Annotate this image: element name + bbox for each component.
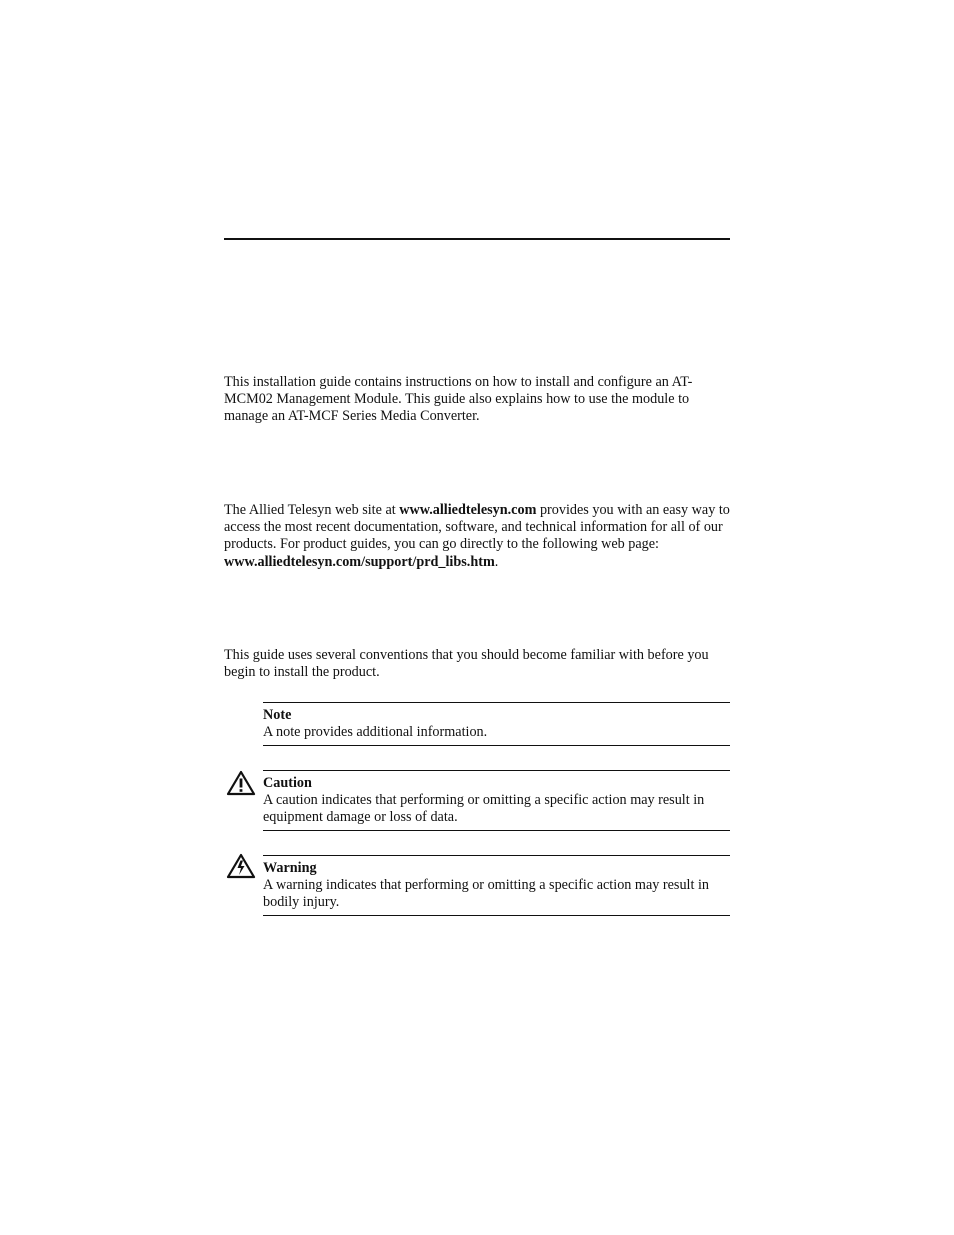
caution-body: A caution indicates that performing or omitting a specific action may result in equipment damage or loss of data. xyxy=(263,792,705,826)
heading-rule xyxy=(224,238,730,240)
note-title: Note xyxy=(263,707,292,723)
warning-lightning-icon xyxy=(226,853,256,879)
web-text-2: provides you with an easy way to access the most recent documentation, software, and technical information for all of our products. For product guides, you can go directly to the following web page: xyxy=(224,502,730,553)
caution-title: Caution xyxy=(263,775,312,791)
conventions-paragraph: This guide uses several conventions that you should become familiar with before you begin to install the product. xyxy=(224,647,709,681)
caution-callout xyxy=(263,770,730,831)
product-library-url[interactable]: www.alliedtelesyn.com/support/prd_libs.htm xyxy=(224,553,495,570)
web-site-url[interactable]: www.alliedtelesyn.com xyxy=(399,502,537,518)
web-site-paragraph xyxy=(224,502,730,571)
warning-body: A warning indicates that performing or omitting a specific action may result in bodily injury. xyxy=(263,877,709,911)
web-text-1: The Allied Telesyn web site at xyxy=(224,502,400,518)
warning-title: Warning xyxy=(263,860,317,876)
caution-exclamation-icon xyxy=(226,770,256,796)
web-text-3: . xyxy=(494,553,499,570)
purpose-paragraph: This installation guide contains instructions on how to install and configure an AT-MCM02 Management Module. This guide also explains how to use the module to manage an AT-MCF Series Media Converter. xyxy=(224,374,693,425)
note-body: A note provides additional information. xyxy=(263,724,488,741)
note-callout xyxy=(263,702,730,746)
warning-callout xyxy=(263,855,730,916)
